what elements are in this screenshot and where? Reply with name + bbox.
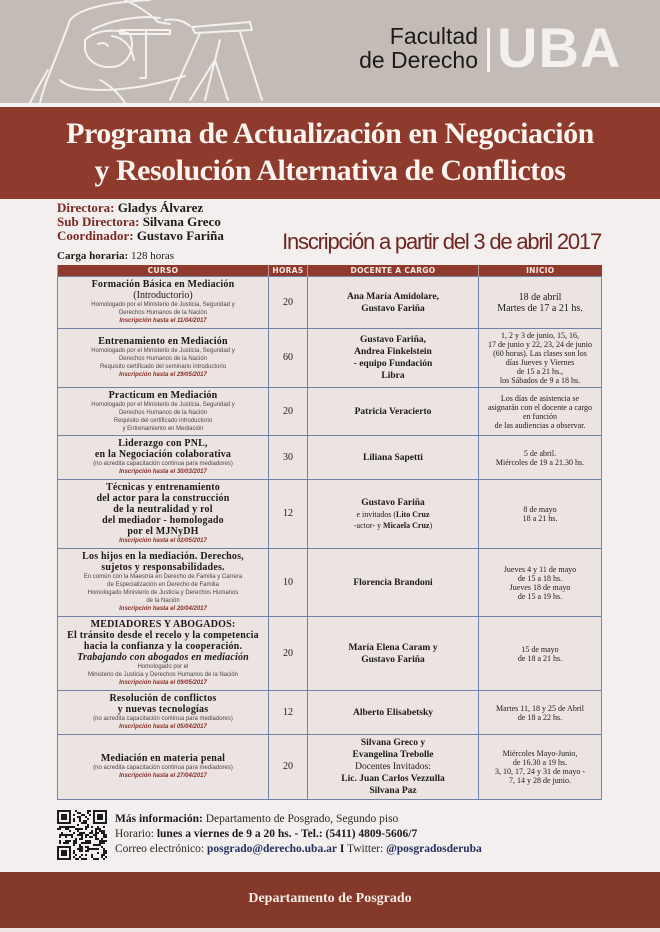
table-header-row — [58, 265, 602, 277]
staff-name: Silvana Greco — [142, 214, 221, 229]
start-cell — [479, 329, 602, 388]
guest-mid: -actor- y — [353, 521, 384, 530]
guest-suffix: ) — [429, 521, 433, 530]
course-title: Técnicas y entrenamiento — [105, 482, 221, 493]
course-note: Requisito del certificado introductorio — [113, 418, 213, 424]
email-link[interactable]: posgrado@derecho.uba.ar — [206, 843, 337, 855]
course-deadline: Inscripción hasta el 11/04/2017 — [119, 318, 207, 324]
course-cell — [58, 691, 269, 735]
course-note: (no acredita capacitación continua para mediadores) — [93, 716, 233, 722]
start-line: 18 de abril — [518, 291, 562, 303]
teacher-name: Gustavo Fariña — [361, 498, 425, 508]
hours-cell: 10 — [269, 549, 308, 617]
contact-info — [0, 808, 660, 872]
workload-label: Carga horaria: — [57, 250, 129, 262]
start-line: 8 de mayo — [523, 505, 557, 514]
logo-uba: UBA — [497, 16, 622, 79]
course-title: sujetos y responsabilidades. — [101, 562, 225, 573]
start-line: 17 de junio y 22, 23, 24 de junio — [488, 340, 592, 349]
start-line: de 18 a 22 hs. — [517, 712, 563, 722]
course-note: Derechos Humanos de la Nación — [118, 310, 208, 316]
course-deadline: Inscripción hasta el 05/04/2017 — [119, 724, 207, 730]
page-title-line-1: Programa de Actualización en Negociación — [66, 117, 594, 150]
table-row — [58, 735, 602, 800]
teacher-guests — [310, 509, 476, 520]
course-title-italic: Trabajando con abogados en mediación — [77, 652, 249, 663]
info-line-hours — [115, 827, 635, 842]
course-note: En común con la Maestría en Derecho de Familia y Carrera — [83, 574, 243, 580]
registration-banner: Inscripción a partir del 3 de abril 2017 — [282, 229, 601, 254]
teacher-name: Gustavo Fariña — [361, 303, 425, 314]
header-band — [0, 0, 660, 103]
course-note: Homologado Ministerio de Justicia y Derechos Humanos — [87, 590, 239, 596]
course-note: Derechos Humanos de la Nación — [118, 356, 208, 362]
table-row — [58, 277, 602, 329]
table-row — [58, 691, 602, 735]
course-title: del actor para la construcción — [96, 493, 230, 504]
hours-cell: 12 — [269, 480, 308, 549]
footer-divider — [0, 928, 660, 932]
start-cell — [479, 277, 602, 329]
course-cell — [58, 277, 269, 329]
start-cell — [479, 735, 602, 800]
start-line: Miércoles de 19 a 21.30 hs. — [495, 457, 585, 467]
course-note: Ministerio de Justicia y Derechos Humanos de la Nación — [87, 672, 239, 678]
hours-cell: 12 — [269, 691, 308, 735]
course-title: y nuevas tecnologías — [117, 704, 209, 715]
start-line: Martes 11, 18 y 25 de Abril — [496, 703, 584, 713]
course-cell — [58, 436, 269, 480]
teacher-name: Liliana Sapetti — [363, 452, 423, 463]
course-note: y Entrenamiento en Mediación — [122, 426, 204, 432]
course-note: Homologado por el Ministerio de Justicia, Seguridad y — [91, 348, 235, 354]
course-cell — [58, 735, 269, 800]
course-title: de la neutralidad y rol — [113, 504, 213, 515]
info-label: Más información: — [115, 813, 203, 825]
invited-teacher: Lic. Juan Carlos Vezzulla — [341, 774, 445, 784]
course-title: hacia la confianza y la cooperación. — [83, 641, 243, 652]
start-cell — [479, 617, 602, 691]
start-line: de 15 a 18 hs. — [517, 573, 563, 583]
logo-divider — [487, 28, 490, 72]
course-title: Entrenamiento en Mediación — [98, 336, 228, 347]
course-cell — [58, 388, 269, 436]
course-note: (no acredita capacitación continua para mediadores) — [93, 461, 233, 467]
page-title-line-2: y Resolución Alternativa de Conflictos — [94, 154, 566, 187]
course-cell — [58, 617, 269, 691]
hours-cell: 20 — [269, 277, 308, 329]
courses-table-wrapper — [0, 265, 660, 800]
start-line: 1, 2 y 3 de junio, 15, 16, — [501, 331, 579, 340]
course-deadline: Inscripción hasta el 09/05/2017 — [119, 680, 207, 686]
hours-cell: 20 — [269, 388, 308, 436]
title-band — [0, 107, 660, 199]
invited-teacher: Silvana Paz — [369, 786, 417, 796]
course-title: El tránsito desde el recelo y la competencia — [67, 630, 259, 641]
start-line: asignarán con el docente a cargo — [487, 402, 593, 412]
start-cell — [479, 388, 602, 436]
course-note: de Especialización en Derecho de Familia — [107, 582, 219, 588]
hours-cell: 20 — [269, 735, 308, 800]
courses-table — [57, 265, 602, 800]
start-line: Los días de asistencia se — [500, 393, 580, 403]
start-line: en función — [523, 411, 557, 421]
teacher-name: Gustavo Fariña, — [360, 335, 426, 345]
course-note: Homologado por el Ministerio de Justicia, Seguridad y — [91, 402, 235, 408]
course-note: Homologado por el — [137, 664, 189, 670]
teacher-guests-2 — [310, 520, 476, 531]
course-cell — [58, 329, 269, 388]
start-line: Martes de 17 a 21 hs. — [497, 302, 583, 314]
hours-cell: 60 — [269, 329, 308, 388]
course-title: MEDIADORES Y ABOGADOS: — [90, 619, 236, 630]
teacher-name: - equipo Fundación — [353, 359, 433, 369]
course-note: (no acredita capacitación continua para mediadores) — [93, 765, 233, 771]
program-summary — [0, 199, 660, 265]
info-value: lunes a viernes de 9 a 20 hs. - Tel.: (5411) 4809-5606/7 — [156, 828, 418, 840]
course-subtitle: (Introductorio) — [133, 290, 193, 301]
qr-code-icon[interactable] — [57, 810, 107, 860]
table-row — [58, 617, 602, 691]
info-line-contact — [115, 842, 635, 857]
column-header-inicio: INICIO — [479, 265, 602, 277]
start-line: de 18 a 21 hs. — [517, 653, 563, 663]
staff-role: Directora: — [57, 200, 115, 215]
start-line: (60 horas). Las clases son los — [493, 349, 587, 358]
start-line: Jueves 4 y 11 de mayo — [503, 564, 577, 574]
teacher-cell — [308, 329, 479, 388]
staff-coordinator — [57, 229, 224, 243]
info-value: Departamento de Posgrado, Segundo piso — [205, 813, 399, 825]
guest-name: Lito Cruz — [395, 510, 430, 519]
teacher-name: Alberto Elisabetsky — [353, 707, 433, 718]
course-title: Liderazgo con PNL, — [118, 438, 208, 449]
staff-name: Gladys Álvarez — [117, 200, 204, 215]
staff-role: Sub Directora: — [57, 214, 140, 229]
start-cell — [479, 480, 602, 549]
table-row — [58, 549, 602, 617]
course-deadline: Inscripción hasta el 30/03/2017 — [119, 469, 207, 475]
logo-line-1: Facultad — [389, 23, 478, 49]
course-title: Mediación en materia penal — [100, 753, 226, 764]
course-note: Derechos Humanos de la Nación — [118, 410, 208, 416]
teacher-cell — [308, 277, 479, 329]
column-header-horas: HORAS — [269, 265, 308, 277]
teacher-name: Gustavo Fariña — [361, 654, 425, 665]
table-row — [58, 388, 602, 436]
info-label: Correo electrónico: — [115, 843, 205, 855]
workload — [57, 250, 174, 263]
teacher-name: Patricia Veracierto — [354, 406, 432, 417]
course-deadline: Inscripción hasta el 20/04/2017 — [119, 606, 207, 612]
info-label: Twitter: — [346, 843, 384, 855]
start-line: Jueves 18 de mayo — [509, 582, 571, 592]
start-line: de 16.30 a 19 hs. — [512, 758, 568, 767]
course-deadline: Inscripción hasta el 02/05/2017 — [119, 538, 207, 544]
course-title: Resolución de conflictos — [109, 693, 217, 704]
start-line: Miércoles Mayo-Junio, — [502, 749, 578, 758]
start-line: 5 de abril. — [523, 448, 557, 458]
column-header-docente: DOCENTE A CARGO — [308, 265, 479, 277]
guest-prefix: e invitados ( — [356, 510, 396, 519]
staff-list — [57, 201, 224, 243]
start-cell — [479, 691, 602, 735]
staff-role: Coordinador: — [57, 228, 134, 243]
course-cell — [58, 480, 269, 549]
staff-subdirector — [57, 215, 224, 229]
start-line: de las audiencias a observar. — [494, 420, 586, 430]
course-title: Practicum en Mediación — [108, 390, 218, 401]
teacher-cell — [308, 549, 479, 617]
table-row — [58, 329, 602, 388]
teacher-cell — [308, 617, 479, 691]
start-line: 3, 10, 17, 24 y 31 de mayo - — [495, 767, 585, 776]
info-label: Horario: — [115, 828, 154, 840]
start-line: 7, 14 y 28 de junio. — [509, 776, 571, 785]
start-line: de 15 a 21 hs., — [516, 367, 564, 376]
teacher-name: Silvana Greco y — [360, 738, 426, 748]
start-cell — [479, 549, 602, 617]
staff-name: Gustavo Fariña — [136, 228, 224, 243]
logo-faculty-name — [340, 24, 478, 72]
course-title: por el MJNyDH — [127, 526, 199, 537]
course-title: Los hijos en la mediación. Derechos, — [82, 551, 244, 562]
teacher-name: Andrea Finkelstein — [354, 347, 432, 357]
table-row — [58, 480, 602, 549]
invited-label: Docentes Invitados: — [355, 762, 431, 772]
justice-illustration-icon — [0, 0, 270, 103]
staff-director — [57, 201, 224, 215]
course-deadline: Inscripción hasta el 29/05/2017 — [119, 372, 207, 378]
teacher-cell — [308, 735, 479, 800]
twitter-link[interactable]: @posgradosderuba — [386, 843, 482, 855]
teacher-name: Ana María Amidolare, — [347, 291, 439, 302]
start-line: 18 a 21 hs. — [522, 514, 558, 523]
teacher-cell — [308, 436, 479, 480]
teacher-name: Florencia Brandoni — [353, 577, 433, 588]
start-cell — [479, 436, 602, 480]
guest-name: Micaela Cruz — [383, 521, 430, 530]
hours-cell: 30 — [269, 436, 308, 480]
start-line: de 15 a 19 hs. — [517, 591, 563, 601]
course-title: del mediador - homologado — [102, 515, 224, 526]
start-line: los Sábados de 9 a 18 hs. — [499, 376, 581, 385]
start-line: 15 de mayo — [521, 644, 559, 654]
course-note: Homologado por el Ministerio de Justicia, Seguridad y — [91, 302, 235, 308]
info-line-more — [115, 812, 635, 827]
teacher-name: María Elena Caram y — [348, 642, 438, 653]
course-note: Requisito certificado del seminario introductorio — [99, 364, 227, 370]
start-line: días Jueves y Viernes — [505, 358, 575, 367]
course-cell — [58, 549, 269, 617]
table-row — [58, 436, 602, 480]
course-title: Formación Básica en Mediación — [91, 279, 235, 290]
footer-band — [0, 872, 660, 928]
teacher-cell — [308, 480, 479, 549]
teacher-name: Evangelina Trebolle — [352, 750, 434, 760]
teacher-cell — [308, 691, 479, 735]
footer-text: Departamento de Posgrado — [248, 891, 412, 906]
course-title: en la Negociación colaborativa — [94, 449, 232, 460]
separator: I — [339, 843, 345, 855]
workload-value: 128 horas — [130, 250, 175, 262]
hours-cell: 20 — [269, 617, 308, 691]
logo-line-2: de Derecho — [359, 47, 478, 73]
course-note: de la Nación — [146, 598, 180, 604]
teacher-name: Libra — [381, 371, 405, 381]
teacher-cell — [308, 388, 479, 436]
column-header-curso: CURSO — [58, 265, 269, 277]
course-deadline: Inscripción hasta el 27/04/2017 — [119, 773, 207, 779]
